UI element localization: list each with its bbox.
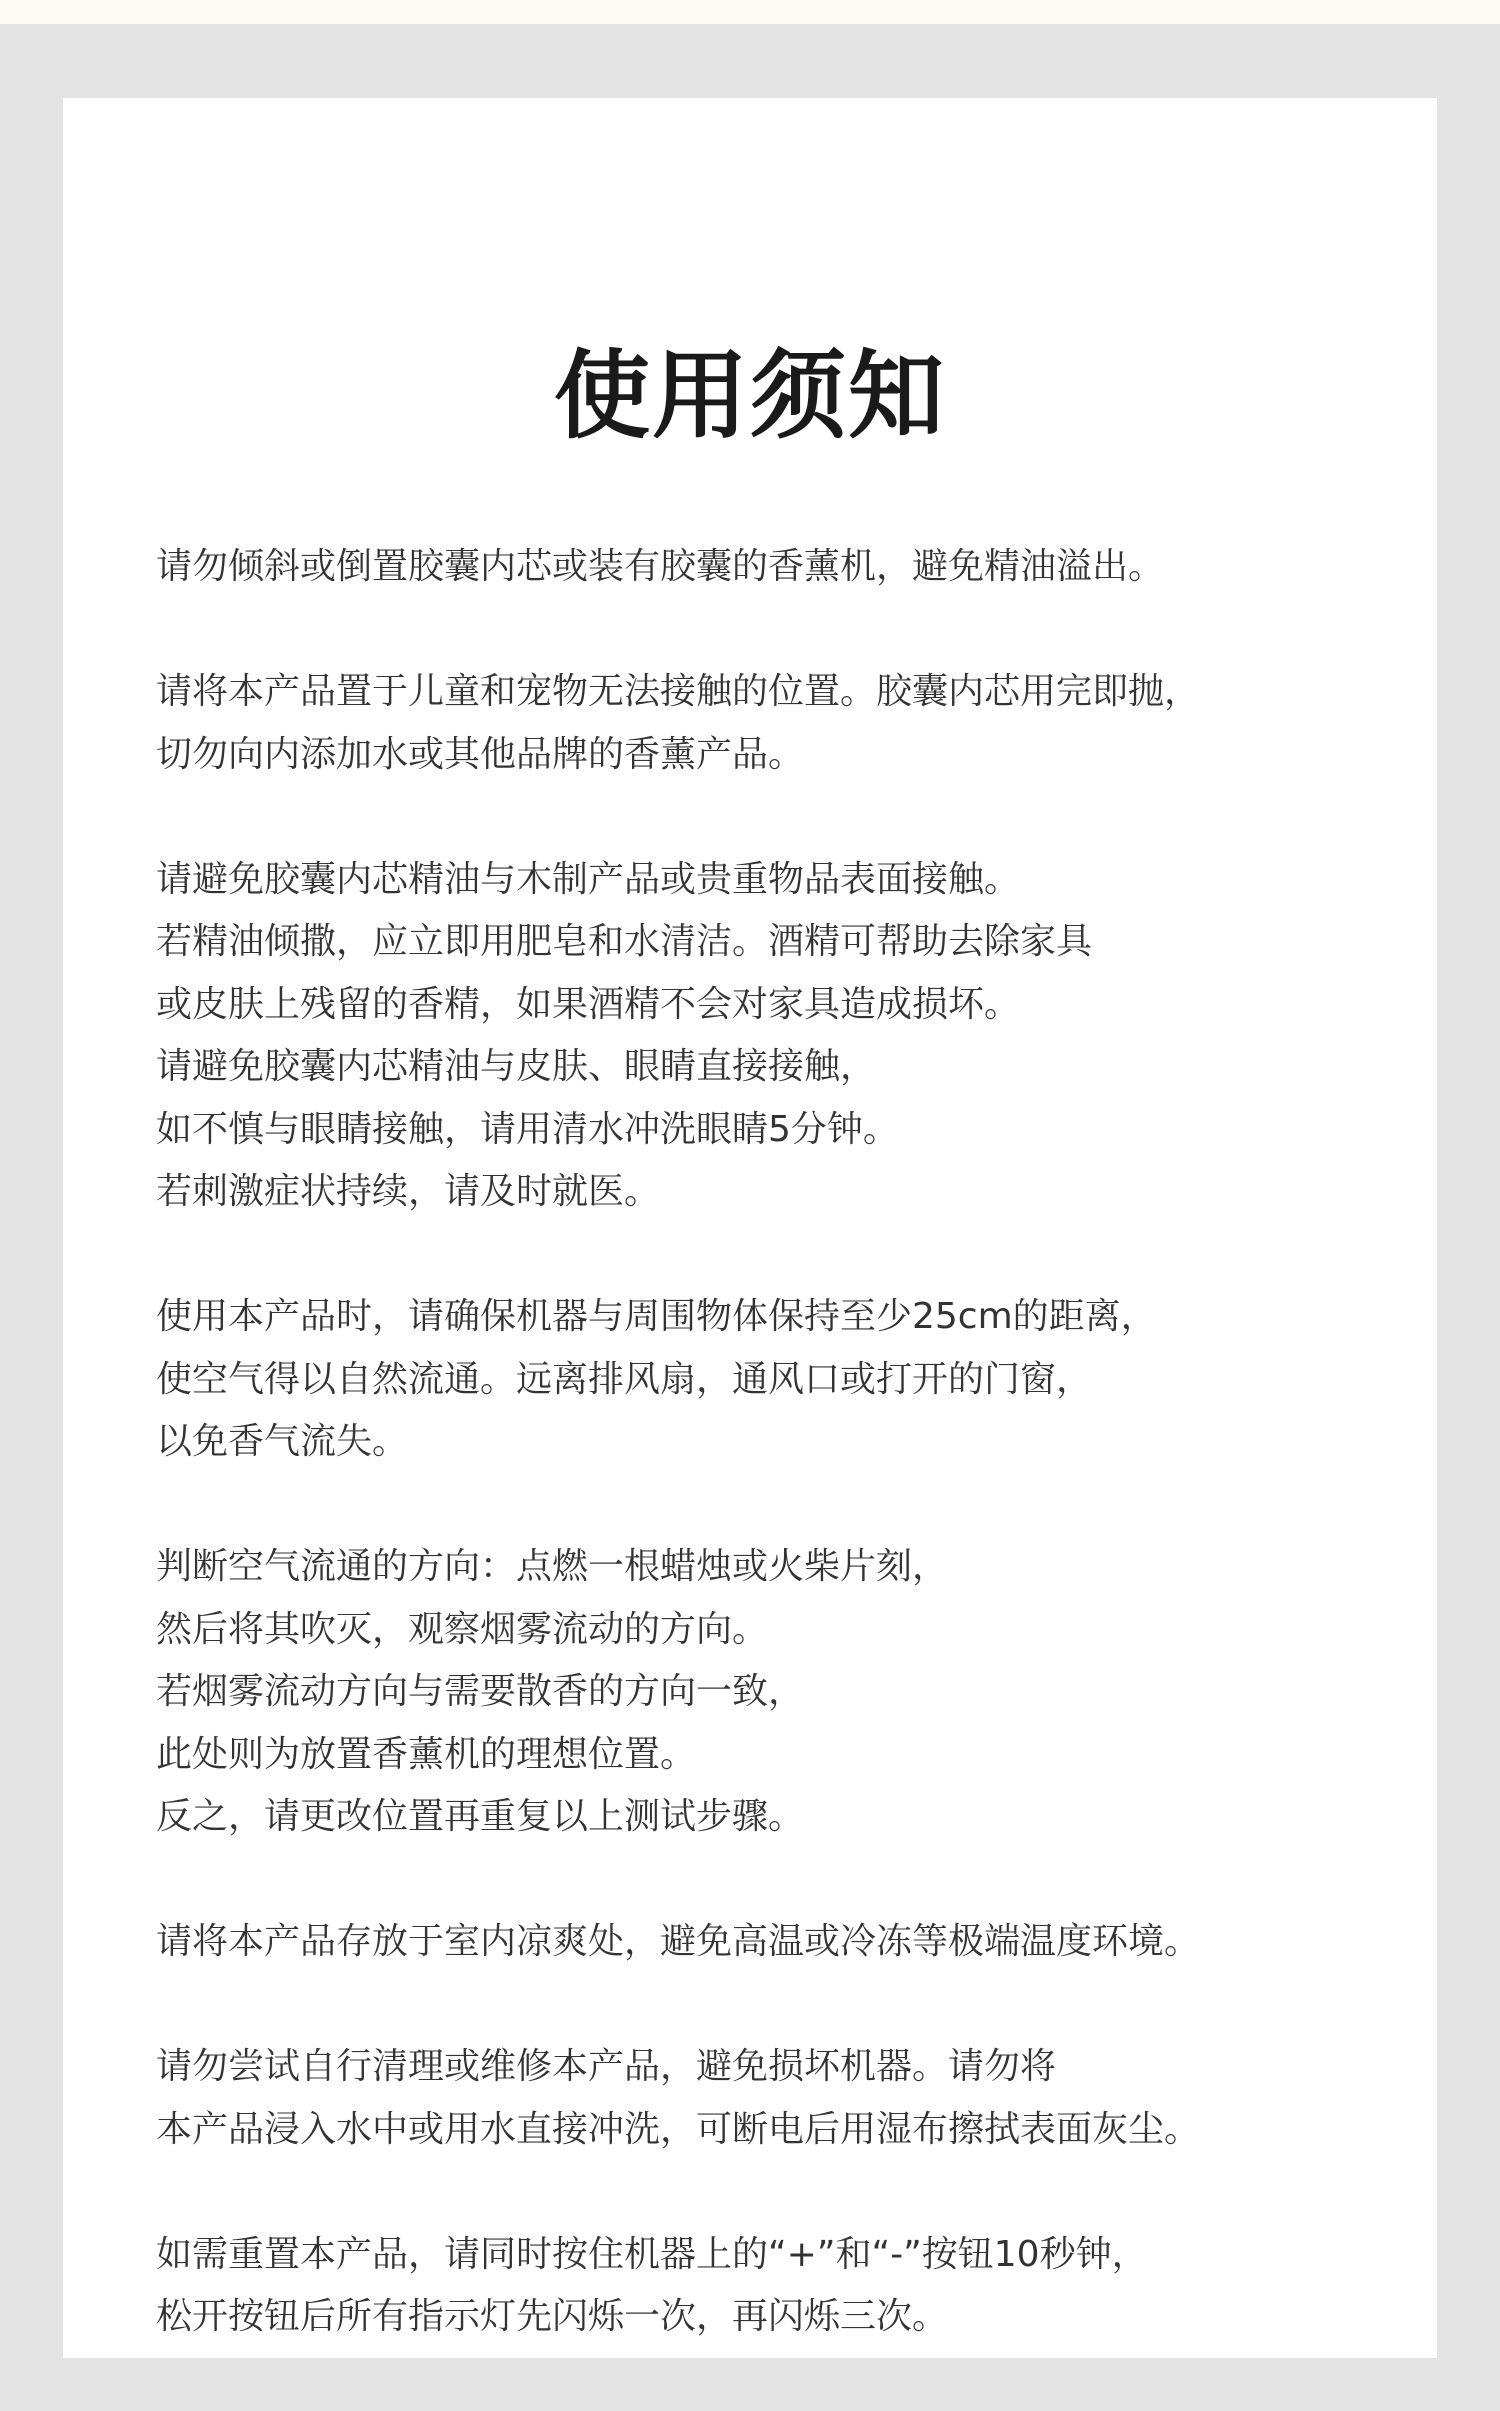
- instruction-paragraph: [156, 2036, 1416, 2161]
- instruction-line: 请勿倾斜或倒置胶囊内芯或装有胶囊的香薰机，避免精油溢出。: [156, 546, 1165, 587]
- instruction-line: 松开按钮后所有指示灯先闪烁一次，再闪烁三次。: [156, 2296, 949, 2337]
- instruction-paragraph: [156, 1536, 1416, 1849]
- instruction-line: 请避免胶囊内芯精油与木制产品或贵重物品表面接触。: [156, 858, 1021, 900]
- instruction-line: 本产品浸入水中或用水直接冲洗，可断电后用湿布擦拭表面灰尘。: [156, 2108, 1201, 2150]
- instruction-line: 若烟雾流动方向与需要散香的方向一致，: [156, 1671, 805, 1712]
- instruction-line: 切勿向内添加水或其他品牌的香薰产品。: [156, 733, 805, 775]
- instruction-line: 请将本产品存放于室内凉爽处，避免高温或冷冻等极端温度环境。: [156, 1921, 1201, 1962]
- instruction-line: 以免香气流失。: [156, 1421, 409, 1462]
- instruction-paragraph: [156, 1911, 1416, 1974]
- instruction-line: 如需重置本产品，请同时按住机器上的“+”和“-”按钮10秒钟，: [156, 2233, 1148, 2275]
- instruction-paragraph: [156, 1286, 1416, 1474]
- instruction-line: 若精油倾撒，应立即用肥皂和水清洁。酒精可帮助去除家具: [156, 921, 1093, 962]
- instruction-paragraph: [156, 661, 1416, 786]
- instruction-line: 判断空气流通的方向：点燃一根蜡烛或火柴片刻，: [156, 1546, 949, 1587]
- instruction-line: 请将本产品置于儿童和宠物无法接触的位置。胶囊内芯用完即抛，: [156, 671, 1201, 712]
- instruction-line: 反之，请更改位置再重复以上测试步骤。: [156, 1796, 805, 1837]
- instruction-line: 然后将其吹灭，观察烟雾流动的方向。: [156, 1608, 769, 1650]
- page-title: 使用须知: [554, 339, 946, 453]
- instruction-line: 若刺激症状持续，请及时就医。: [156, 1171, 661, 1212]
- instruction-line: 请避免胶囊内芯精油与皮肤、眼睛直接接触，: [156, 1046, 877, 1087]
- instruction-line: 如不慎与眼睛接触，请用清水冲洗眼睛5分钟。: [156, 1108, 899, 1150]
- top-strip: [0, 0, 1500, 24]
- instruction-line: 请勿尝试自行清理或维修本产品，避免损坏机器。请勿将: [156, 2046, 1057, 2087]
- instruction-line: 此处则为放置香薰机的理想位置。: [156, 1733, 697, 1775]
- instruction-paragraph: [156, 536, 1416, 599]
- instruction-line: 使空气得以自然流通。远离排风扇，通风口或打开的门窗，: [156, 1358, 1093, 1400]
- instruction-line: 使用本产品时，请确保机器与周围物体保持至少25cm的距离，: [156, 1296, 1157, 1337]
- instructions-body: [156, 536, 1416, 2411]
- instruction-line: 或皮肤上残留的香精，如果酒精不会对家具造成损坏。: [156, 983, 1021, 1025]
- instruction-paragraph: [156, 849, 1416, 1224]
- instruction-paragraph: [156, 2224, 1416, 2349]
